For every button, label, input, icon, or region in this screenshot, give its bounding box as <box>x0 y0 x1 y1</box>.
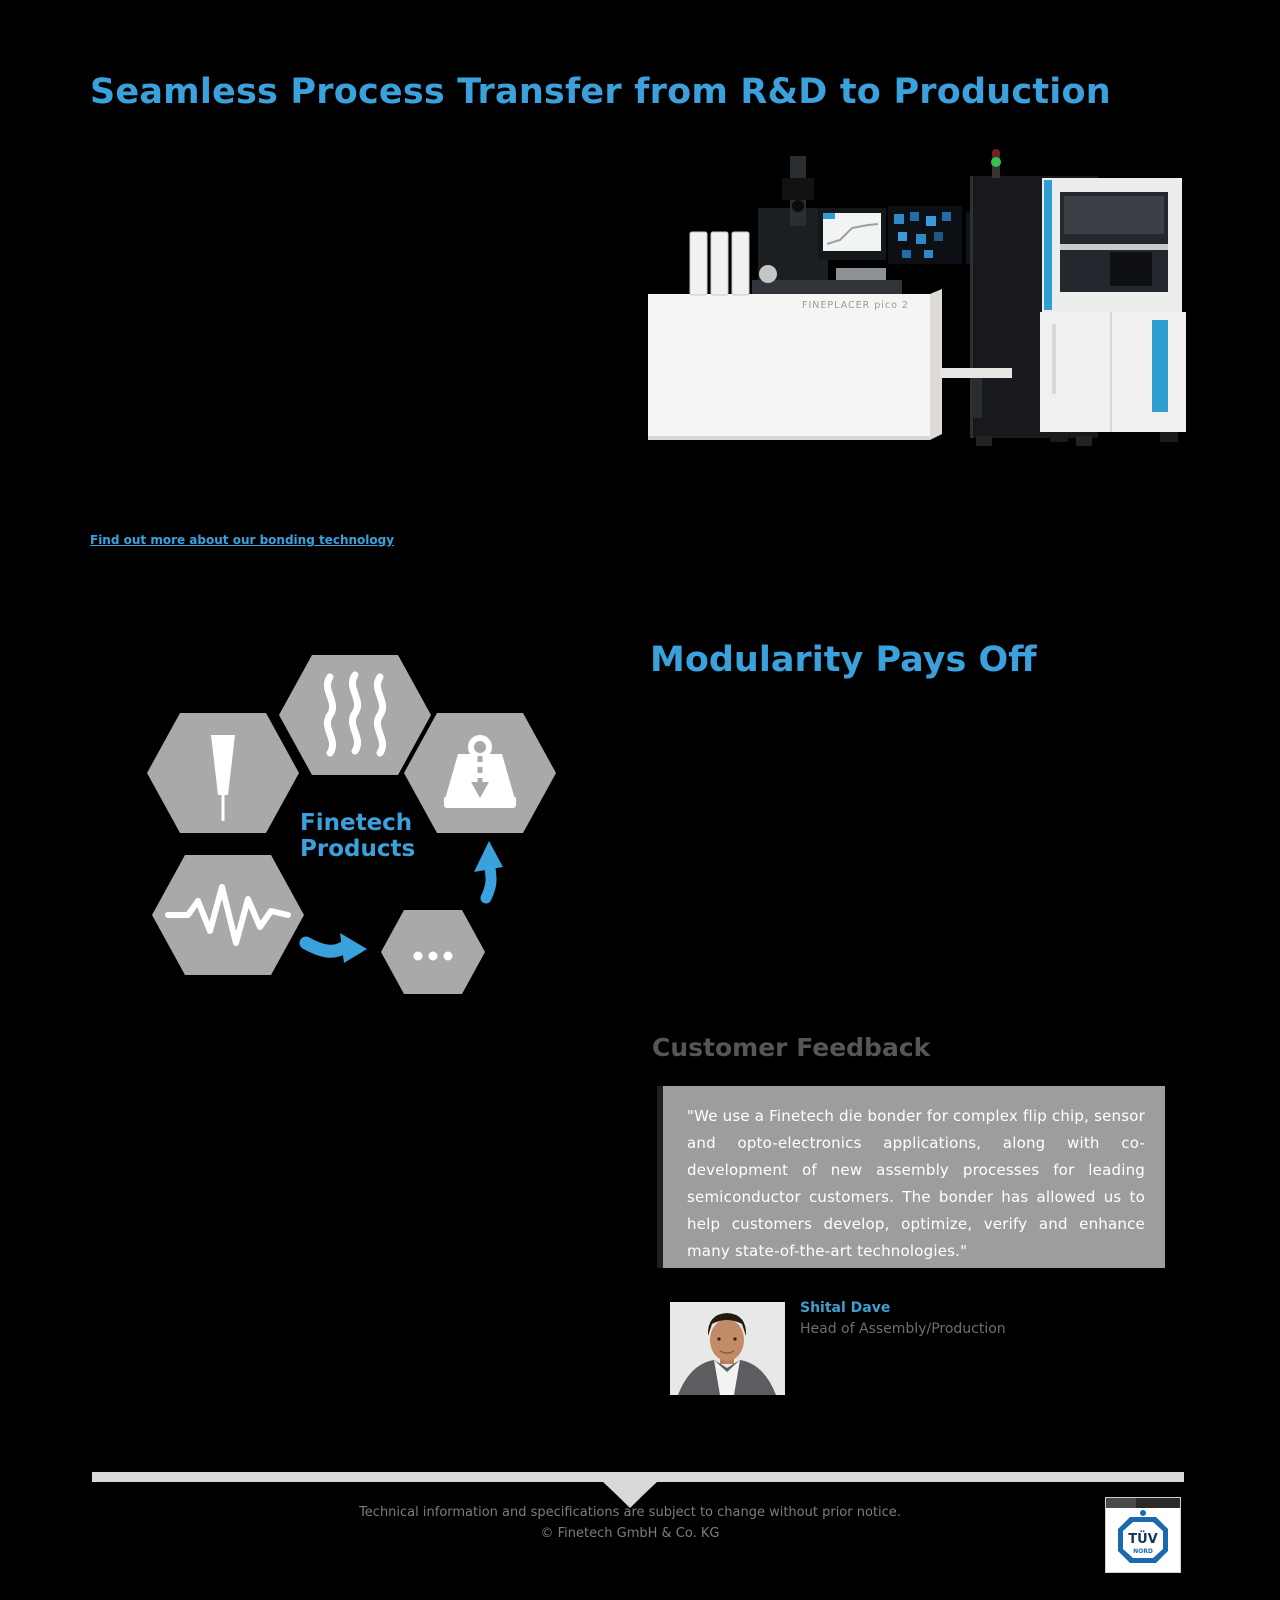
author-portrait-image <box>670 1302 785 1395</box>
machine-label: FINEPLACER pico 2 <box>802 300 909 311</box>
footer-disclaimer: Technical information and specifications are subject to change without prior notice. <box>359 1505 901 1520</box>
author-portrait <box>670 1302 785 1395</box>
diagram-center-line1: Finetech <box>300 810 413 836</box>
tuv-seal-subtext: NORD <box>1133 1548 1153 1555</box>
tuv-seal-text: TÜV <box>1128 1532 1158 1547</box>
tuv-seal-icon <box>1106 1498 1180 1572</box>
footer-divider <box>92 1472 1184 1482</box>
testimonial-quote-box <box>657 1086 1165 1268</box>
page-title: Seamless Process Transfer from R&D to Production <box>90 72 1111 112</box>
tuv-certification-seal <box>1105 1497 1181 1573</box>
footer <box>150 1502 1110 1544</box>
cycle-arrow-right-icon <box>306 933 367 963</box>
ellipsis-icon <box>414 952 453 961</box>
footer-copyright: © Finetech GmbH & Co. KG <box>540 1526 720 1541</box>
cycle-arrow-up-icon <box>474 841 503 898</box>
testimonial-quote-text: "We use a Finetech die bonder for complex flip chip, sensor and opto-electronics applications, along with co-development of new assembly processes for leading semiconductor customers. The bonder has allowed us to help customers develop, optimize, verify and enhance many state-of-the-art technologies." <box>687 1107 1145 1260</box>
more-info-link[interactable]: Find out more about our bonding technology <box>90 533 395 547</box>
customer-feedback-heading: Customer Feedback <box>652 1033 931 1062</box>
die-bonder-product-image <box>640 148 1200 448</box>
author-name: Shital Dave <box>800 1300 891 1316</box>
diagram-center-line2: Products <box>300 836 416 862</box>
author-role: Head of Assembly/Production <box>800 1321 1006 1337</box>
modularity-heading: Modularity Pays Off <box>650 640 1037 680</box>
diagram-center-label <box>300 810 440 862</box>
